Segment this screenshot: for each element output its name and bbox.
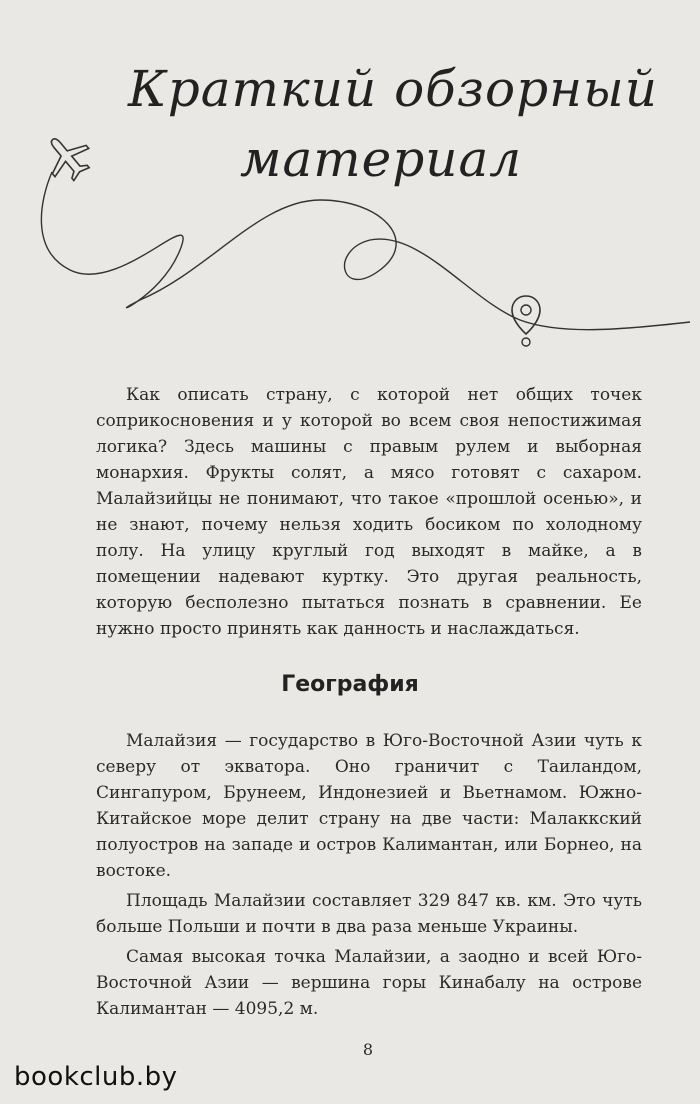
airplane-icon <box>38 128 98 188</box>
intro-paragraph <box>96 382 642 642</box>
page-title-line-1: Краткий обзорный <box>128 60 658 118</box>
geography-paragraph-1: Малайзия — государство в Юго-Восточной Азии чуть к северу от экватора. Оно граничит с Таиландом, Сингапуром, Брунеем, Индонезией и Вьетнамом. Южно-Китайское море делит страну на две части: Малаккский полуостров на западе и остров Калимантан, или Борнео, на востоке. <box>96 731 642 881</box>
geography-paragraph-2: Площадь Малайзии составляет 329 847 кв. км. Это чуть больше Польши и почти в два раза меньше Украины. <box>96 891 642 937</box>
map-pin-icon <box>508 292 544 354</box>
page-title-line-2: материал <box>240 130 523 188</box>
intro-text: Как описать страну, с которой нет общих точек соприкосновения и у которой во всем своя непостижимая логика? Здесь машины с правым рулем и выборная монархия. Фрукты солят, а мясо готовят с сахаром. Малайзийцы не понимают, что такое «прошлой осенью», и не знают, почему нельзя ходить босиком по холодному полу. На улицу круглый год выходят в майке, а в помещении надевают куртку. Это другая реальность, которую бесполезно пытаться познать в сравнении. Ее нужно просто принять как данность и наслаждаться. <box>96 385 642 639</box>
page-number: 8 <box>362 1040 374 1059</box>
flight-path-decoration <box>0 0 700 380</box>
watermark: bookclub.by <box>14 1062 178 1092</box>
geography-section <box>96 728 642 1026</box>
section-heading: География <box>281 672 419 697</box>
geography-paragraph-3: Самая высокая точка Малайзии, а заодно и всей Юго-Восточной Азии — вершина горы Кинабалу на острове Калимантан — 4095,2 м. <box>96 947 642 1019</box>
